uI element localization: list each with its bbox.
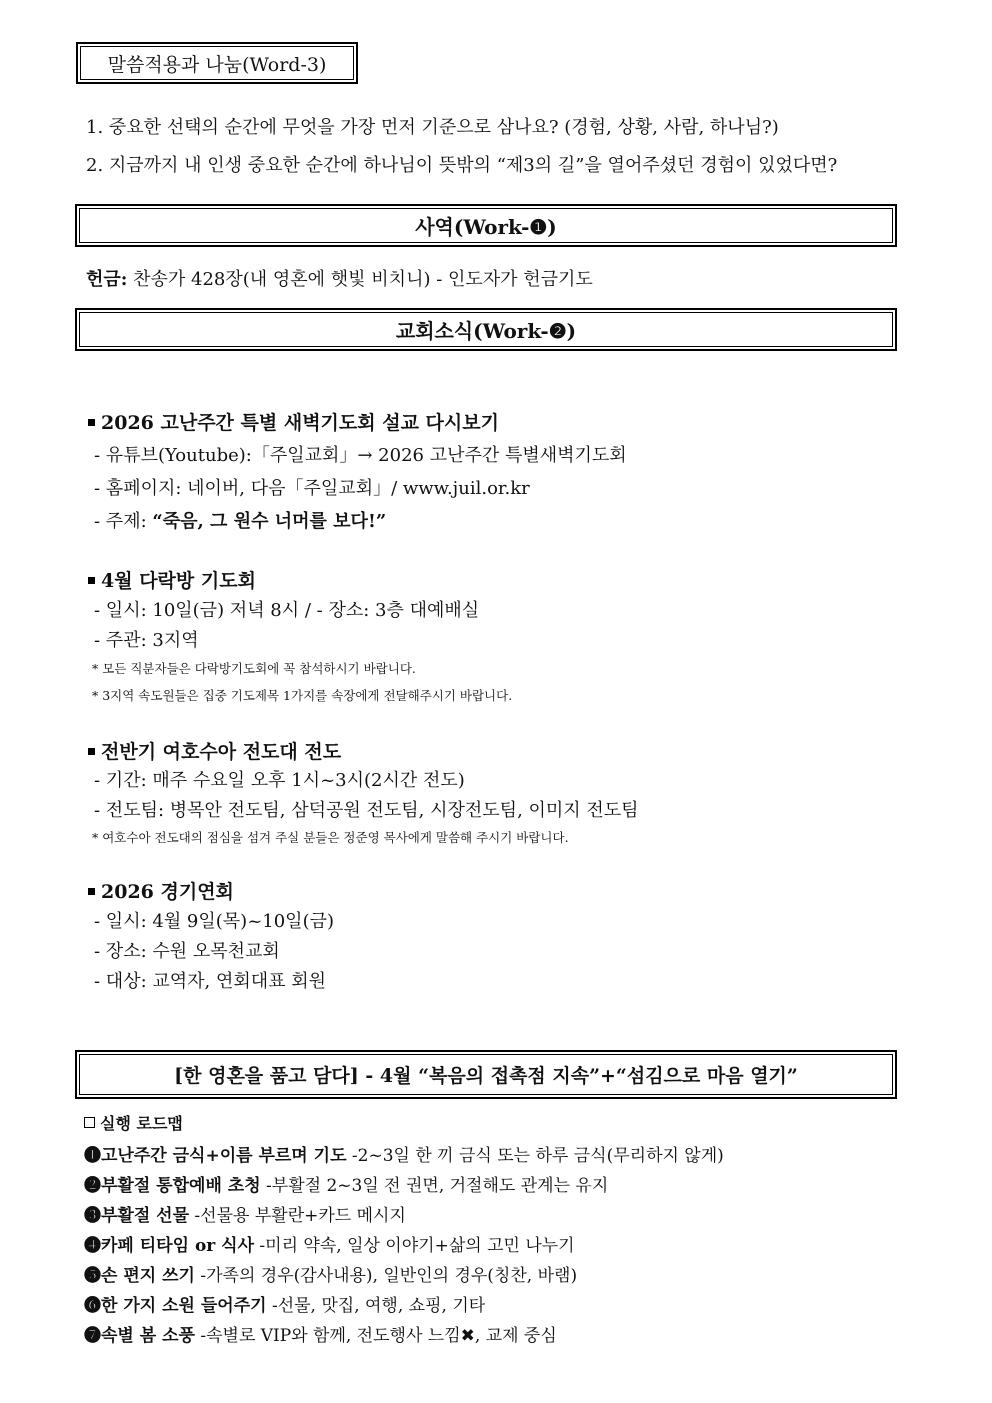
news-line: - 대상: 교역자, 연회대표 회원 [94,971,327,992]
soul-title-box [75,1050,897,1099]
news-note: * 여호수아 전도대의 점심을 섬겨 주실 분들은 정준영 목사에게 말씀해 주시기 바랍니다. [92,830,569,845]
roadmap-item: ❻한 가지 소원 들어주기 -선물, 맛집, 여행, 쇼핑, 기타 [84,1296,486,1316]
roadmap-item: ❷부활절 통합예배 초청 -부활절 2~3일 전 권면, 거절해도 관계는 유지 [84,1176,609,1196]
word3-title-box [76,42,358,84]
offering-text: 찬송가 428장(내 영혼에 햇빛 비치니) - 인도자가 헌금기도 [127,269,593,290]
news-theme-line: - 주제: “죽음, 그 원수 너머를 보다!” [94,511,387,532]
roadmap-item: ❹카페 티타임 or 식사 -미리 약속, 일상 이야기+삶의 고민 나누기 [84,1236,575,1256]
square-bullet-icon [88,888,95,895]
news-theme: “죽음, 그 원수 너머를 보다!” [152,511,387,532]
roadmap-item: ❺손 편지 쓰기 -가족의 경우(감사내용), 일반인의 경우(칭찬, 바램) [84,1266,578,1286]
work1-title-box [75,204,897,247]
soul-title: [한 영혼을 품고 담다] - 4월 “복음의 접촉점 지속”+“섬김으로 마음 열기” [174,1065,798,1087]
news-section-title: 4월 다락방 기도회 [88,566,256,593]
news-note: * 3지역 속도원들은 집중 기도제목 1가지를 속장에게 전달해주시기 바랍니다. [92,688,513,703]
word3-question-2: 2. 지금까지 내 인생 중요한 순간에 하나님이 뜻밖의 “제3의 길”을 열어주셨던 경험이 있었다면? [86,155,838,176]
square-bullet-icon [88,419,95,426]
square-bullet-icon [88,748,95,755]
news-section-title: 전반기 여호수아 전도대 전도 [88,737,341,764]
news-line: - 일시: 4월 9일(목)~10일(금) [94,911,335,932]
checkbox-square-icon [84,1117,95,1128]
offering-line [86,265,593,291]
roadmap-title: 실행 로드맵 [84,1111,183,1134]
news-line: - 전도팀: 병목안 전도팀, 삼덕공원 전도팀, 시장전도팀, 이미지 전도팀 [94,800,639,821]
work2-title-box [75,308,897,351]
roadmap-item: ❼속별 봄 소풍 -속별로 VIP와 함께, 전도행사 느낌✖, 교제 중심 [84,1326,557,1346]
news-line: - 홈페이지: 네이버, 다음「주일교회」/ www.juil.or.kr [94,478,530,499]
square-bullet-icon [88,577,95,584]
news-section-title: 2026 경기연회 [88,877,234,904]
offering-label: 헌금: [86,269,128,290]
news-line: - 주관: 3지역 [94,630,199,651]
news-line: - 유튜브(Youtube):「주일교회」→ 2026 고난주간 특별새벽기도회 [94,445,627,466]
roadmap-item: ❸부활절 선물 -선물용 부활란+카드 메시지 [84,1206,406,1226]
roadmap-item: ❶고난주간 금식+이름 부르며 기도 -2~3일 한 끼 금식 또는 하루 금식(무리하지 않게) [84,1146,724,1166]
work2-title: 교회소식(Work-❷) [395,319,577,343]
news-line: - 기간: 매주 수요일 오후 1시~3시(2시간 전도) [94,770,465,791]
word3-question-1: 1. 중요한 선택의 순간에 무엇을 가장 먼저 기준으로 삼나요? (경험, 상황, 사람, 하나님?) [86,117,779,138]
news-line: - 장소: 수원 오목천교회 [94,941,280,962]
work1-title: 사역(Work-❶) [415,215,557,239]
news-note: * 모든 직분자들은 다락방기도회에 꼭 참석하시기 바랍니다. [92,661,416,676]
news-section-title: 2026 고난주간 특별 새벽기도회 설교 다시보기 [88,408,499,435]
news-line: - 일시: 10일(금) 저녁 8시 / - 장소: 3층 대예배실 [94,600,480,621]
word3-title: 말씀적용과 나눔(Word-3) [107,53,327,76]
